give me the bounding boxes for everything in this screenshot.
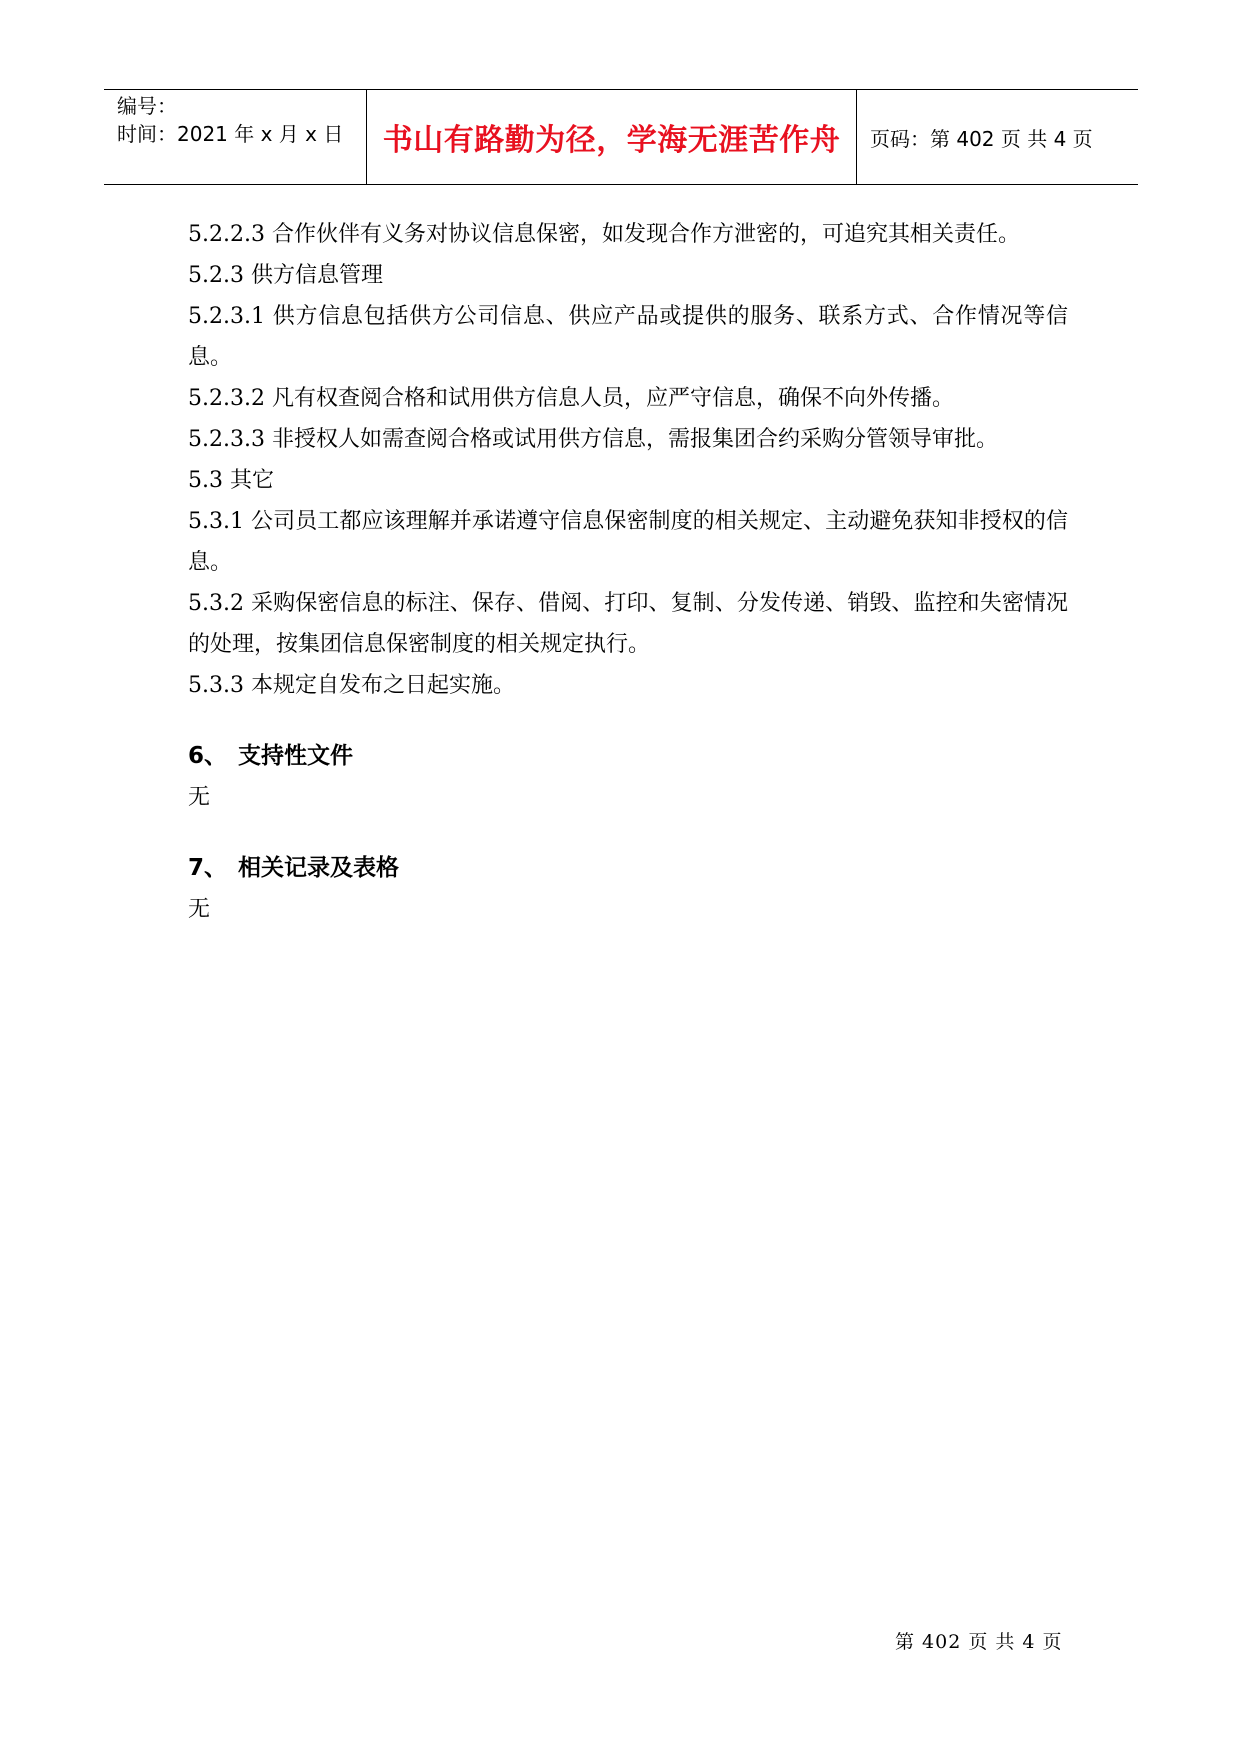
- document-header: [104, 89, 1138, 185]
- section-title: 相关记录及表格: [238, 855, 399, 881]
- paragraph: 5.2.3.2 凡有权查阅合格和试用供方信息人员，应严守信息，确保不向外传播。: [188, 386, 954, 411]
- section-6-body: 无: [188, 785, 211, 810]
- paragraph: 5.2.3.1 供方信息包括供方公司信息、供应产品或提供的服务、联系方式、合作情况等信息。: [188, 304, 1068, 370]
- section-7-heading: [188, 848, 1068, 889]
- section-number: 6、: [188, 743, 228, 769]
- document-body: [188, 214, 1068, 930]
- spacer: [188, 818, 1068, 848]
- header-slogan: 书山有路勤为径，学海无涯苦作舟: [367, 90, 857, 184]
- paragraph: 5.3.1 公司员工都应该理解并承诺遵守信息保密制度的相关规定、主动避免获知非授权的信息。: [188, 509, 1068, 575]
- paragraph: 5.2.2.3 合作伙伴有义务对协议信息保密，如发现合作方泄密的，可追究其相关责任。: [188, 222, 1020, 247]
- section-6-heading: [188, 736, 1068, 777]
- paragraph: 5.2.3.3 非授权人如需查阅合格或试用供方信息，需报集团合约采购分管领导审批。: [188, 427, 998, 452]
- spacer: [188, 706, 1068, 736]
- paragraph: 5.3.3 本规定自发布之日起实施。: [188, 673, 515, 698]
- paragraph: 5.2.3 供方信息管理: [188, 263, 383, 288]
- header-page-info: 页码：第 402 页 共 4 页: [870, 126, 1093, 151]
- section-number: 7、: [188, 855, 228, 881]
- section-7-body: 无: [188, 897, 211, 922]
- paragraph: 5.3.2 采购保密信息的标注、保存、借阅、打印、复制、分发传递、销毁、监控和失密情况的处理，按集团信息保密制度的相关规定执行。: [188, 591, 1068, 657]
- document-number-label: 编号：: [117, 94, 177, 118]
- page-footer: 第 402 页 共 4 页: [895, 1631, 1063, 1653]
- header-meta-cell: [104, 90, 367, 184]
- section-title: 支持性文件: [238, 743, 353, 769]
- paragraph: 5.3 其它: [188, 468, 274, 493]
- document-time-label: 时间：2021 年 x 月 x 日: [117, 122, 344, 146]
